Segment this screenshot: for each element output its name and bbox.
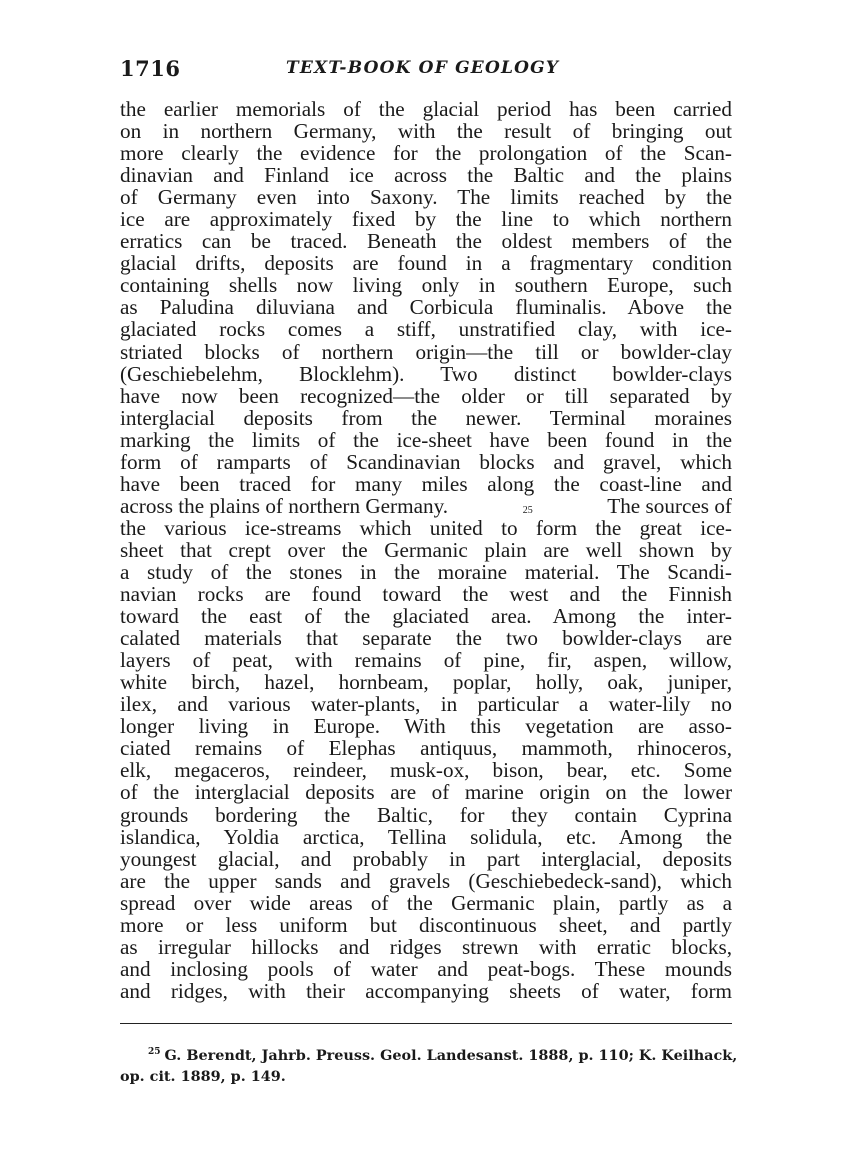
- text-line-content: across the plains of northern Germany.: [120, 493, 449, 518]
- text-line: containing shells now living only in southern Europe, such: [120, 273, 732, 298]
- text-line: white birch, hazel, hornbeam, poplar, holly, oak, juniper,: [120, 670, 732, 695]
- text-line: toward the east of the glaciated area. Among the inter-: [120, 604, 732, 629]
- text-line: grounds bordering the Baltic, for they contain Cyprina: [120, 802, 732, 827]
- text-line: have now been recognized—the older or till separated by: [120, 383, 732, 408]
- running-title: TEXT-BOOK OF GEOLOGY: [286, 58, 560, 78]
- text-line: dinavian and Finland ice across the Baltic and the plains: [120, 163, 732, 188]
- text-line: the earlier memorials of the glacial period has been carried: [120, 97, 732, 121]
- text-line: sheet that crept over the Germanic plain are well shown by: [120, 537, 732, 562]
- text-line: elk, megaceros, reindeer, musk-ox, bison, bear, etc. Some: [120, 758, 732, 783]
- text-line: youngest glacial, and probably in part interglacial, deposits: [120, 846, 732, 871]
- footnote-mark: 25: [148, 1047, 161, 1058]
- footnote: [120, 1045, 738, 1087]
- text-line: a study of the stones in the moraine material. The Scandi-: [120, 559, 732, 584]
- text-line: form of ramparts of Scandinavian blocks and gravel, which: [120, 449, 732, 474]
- text-line: ilex, and various water-plants, in particular a water-lily no: [120, 692, 732, 717]
- text-line: across the plains of northern Germany. 25 The sources of: [120, 493, 732, 518]
- page-header: [120, 56, 732, 86]
- text-line: as Paludina diluviana and Corbicula fluminalis. Above the: [120, 295, 732, 320]
- text-line: navian rocks are found toward the west and the Finnish: [120, 582, 732, 607]
- text-line: layers of peat, with remains of pine, fir, aspen, willow,: [120, 648, 732, 673]
- text-line-content: The sources of: [607, 493, 732, 518]
- footnote-text-1: G. Berendt, Jahrb. Preuss. Geol. Landesanst. 1888, p. 110; K. Keilhack,: [164, 1047, 738, 1064]
- text-line: spread over wide areas of the Germanic plain, partly as a: [120, 890, 732, 915]
- text-line: striated blocks of northern origin—the till or bowlder-clay: [120, 339, 732, 364]
- text-line: longer living in Europe. With this vegetation are asso-: [120, 714, 732, 739]
- body-paragraph: [120, 98, 732, 1002]
- text-line: have been traced for many miles along the coast-line and: [120, 471, 732, 496]
- text-line: glaciated rocks comes a stiff, unstratified clay, with ice-: [120, 317, 732, 342]
- text-line: more clearly the evidence for the prolongation of the Scan-: [120, 141, 732, 166]
- text-line: glacial drifts, deposits are found in a fragmentary condition: [120, 251, 732, 276]
- text-line: of Germany even into Saxony. The limits reached by the: [120, 185, 732, 210]
- text-line: more or less uniform but discontinuous sheet, and partly: [120, 912, 732, 937]
- text-line: and ridges, with their accompanying sheets of water, form: [120, 978, 732, 1003]
- text-line: (Geschiebelehm, Blocklehm). Two distinct bowlder-clays: [120, 361, 732, 386]
- text-line: interglacial deposits from the newer. Terminal moraines: [120, 405, 732, 430]
- text-line: on in northern Germany, with the result of bringing out: [120, 119, 732, 144]
- page-number: 1716: [120, 56, 181, 81]
- text-line: islandica, Yoldia arctica, Tellina solidula, etc. Among the: [120, 824, 732, 849]
- text-line: as irregular hillocks and ridges strewn with erratic blocks,: [120, 934, 732, 959]
- text-line: marking the limits of the ice-sheet have been found in the: [120, 427, 732, 452]
- footnote-rule: [120, 1023, 732, 1024]
- text-line: calated materials that separate the two bowlder-clays are: [120, 626, 732, 651]
- text-line: the various ice-streams which united to form the great ice-: [120, 515, 732, 540]
- text-line: ice are approximately fixed by the line to which northern: [120, 207, 732, 232]
- text-line: ciated remains of Elephas antiquus, mammoth, rhinoceros,: [120, 736, 732, 761]
- text-line: are the upper sands and gravels (Geschiebedeck-sand), which: [120, 868, 732, 893]
- footnote-line-1: [120, 1045, 738, 1066]
- text-line: erratics can be traced. Beneath the oldest members of the: [120, 229, 732, 254]
- footnote-line-2: op. cit. 1889, p. 149.: [120, 1068, 286, 1085]
- text-line: and inclosing pools of water and peat-bogs. These mounds: [120, 956, 732, 981]
- text-line: of the interglacial deposits are of marine origin on the lower: [120, 780, 732, 805]
